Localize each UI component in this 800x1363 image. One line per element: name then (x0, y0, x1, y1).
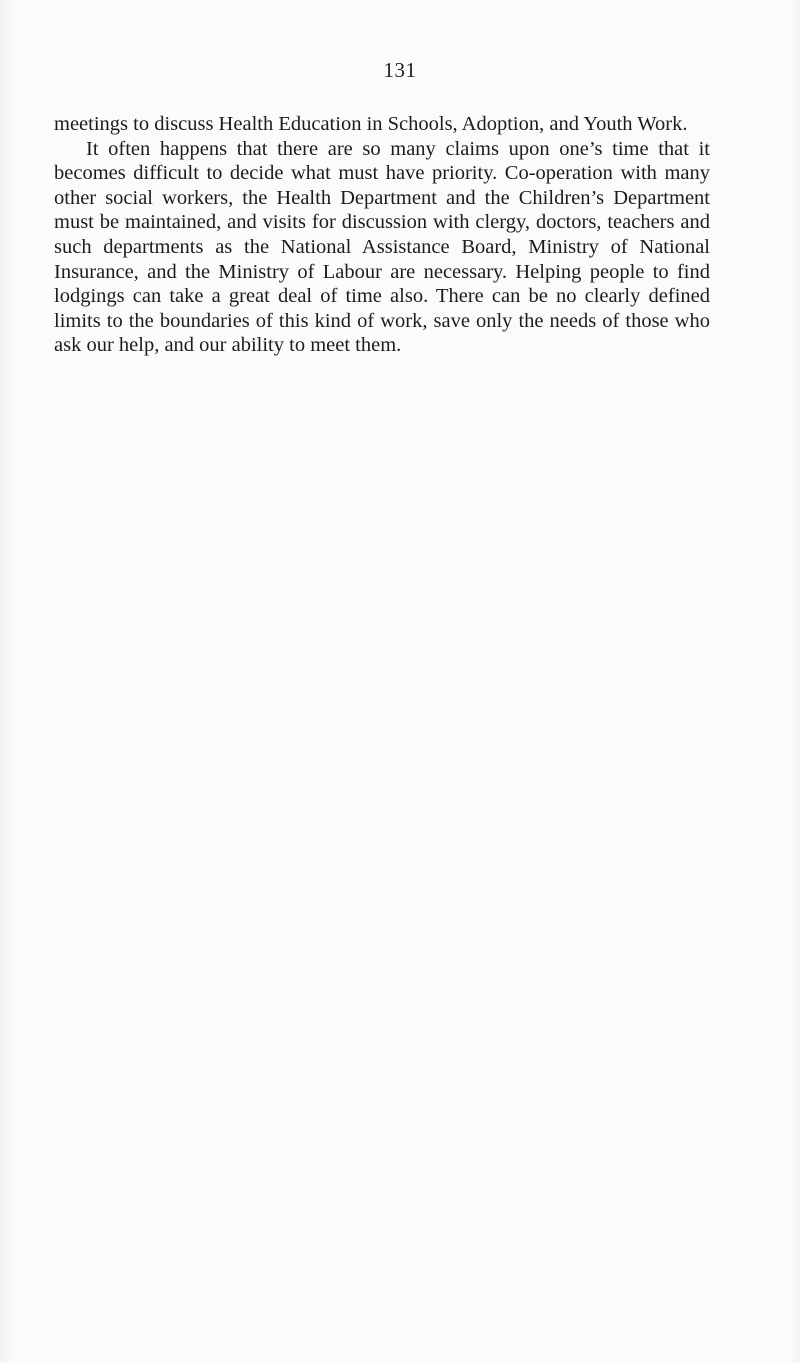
body-text (54, 112, 710, 358)
paragraph-continuation: meetings to discuss Health Education in Schools, Adoption, and Youth Work. (54, 113, 688, 135)
paragraph-priorities: It often happens that there are so many claims upon one’s time that it becomes difficult to decide what must have priority. Co-operation with many other social workers, the Health Department and the Children’s Department must be maintained, and visits for discussion with clergy, doctors, teachers and such departments as the National Assistance Board, Ministry of National Insurance, and the Ministry of Labour are necessary. Helping people to find lodgings can take a great deal of time also. There can be no clearly defined limits to the boundaries of this kind of work, save only the needs of those who ask our help, and our ability to meet them. (54, 137, 710, 357)
page-number: 131 (383, 58, 417, 82)
